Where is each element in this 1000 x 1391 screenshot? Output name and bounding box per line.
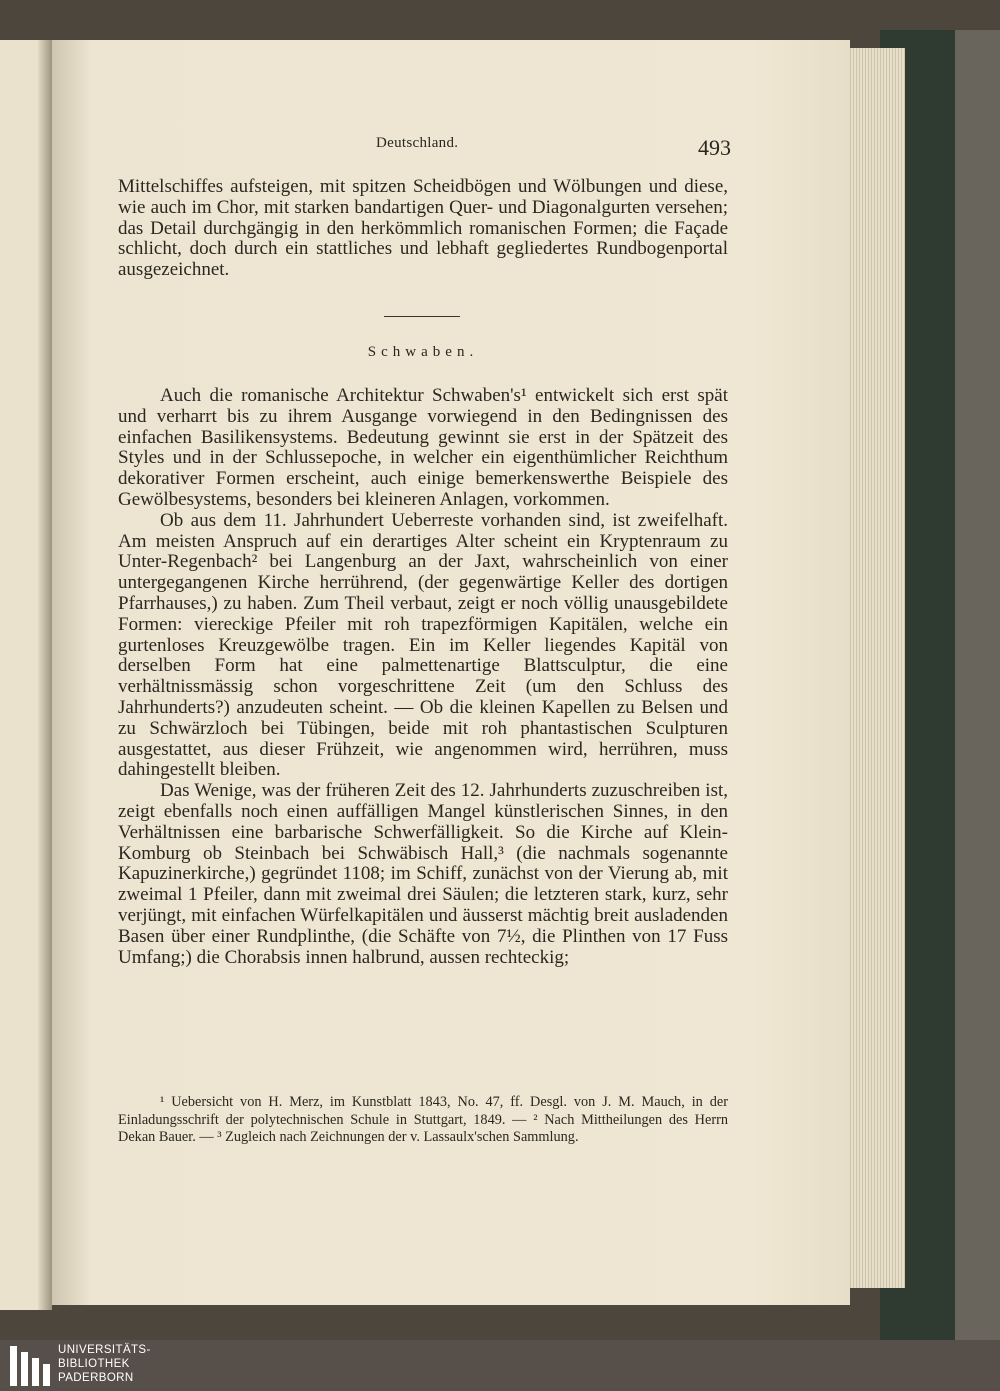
gutter-shadow	[38, 40, 52, 1310]
logo-line: BIBLIOTHEK	[58, 1358, 130, 1370]
logo-line: PADERBORN	[58, 1372, 134, 1384]
paragraph: Das Wenige, was der früheren Zeit des 12. Jahrhunderts zuzuschreiben ist, zeigt ebenfalls noch einen auffälligen Mangel künstlerischen Sinnes, in den Verhältnissen eine barbarische Schwerfälligkeit. So die Kirche auf Klein-Komburg ob Steinbach bei Schwäbisch Hall,³ (die nachmals sogenannte Kapuzinerkirche,) gegründet 1108; im Schiff, zunächst von der Vierung ab, mit zweimal 1 Pfeiler, dann mit zweimal drei Säulen; die letzteren stark, kurz, sehr verjüngt, mit einfachen Würfelkapitälen und äusserst mächtig breit ausladenden Basen über einer Rundplinthe, (die Schäfte von 7½, die Plinthen von 17 Fuss Umfang;) die Chorabsis innen halbrund, aussen rechteckig;	[118, 780, 728, 968]
library-logo-icon	[10, 1346, 50, 1386]
paragraph-continuation	[118, 177, 728, 281]
book-cover-edge	[955, 30, 1000, 1340]
paragraph: Ob aus dem 11. Jahrhundert Ueberreste vorhanden sind, ist zweifelhaft. Am meisten Anspruch auf ein derartiges Alter scheint ein Kryptenraum zu Unter-Regenbach² bei Langenburg an der Jaxt, wahrscheinlich von einer untergegangenen Kirche herrührend, (der gegenwärtige Keller des dortigen Pfarrhauses,) zu haben. Zum Theil verbaut, zeigt er noch völlig unausgebildete Formen: viereckige Pfeiler mit roh trapezförmigen Kapitälen, welche ein gurtenloses Kreuzgewölbe tragen. Ein im Keller liegendes Kapitäl von derselben Form hat eine palmettenartige Blattsculptur, die eine verhältnissmässig schon vorgeschrittene Zeit (um den Schluss des Jahrhunderts?) anzudeuten scheint. — Ob die kleinen Kapellen zu Belsen und zu Schwärzloch bei Tübingen, beide mit roh phantastischen Sculpturen ausgestattet, aus dieser Frühzeit, wie angenommen wird, herrühren, muss dahingestellt bleiben.	[118, 509, 728, 781]
footnote-text: ¹ Uebersicht von H. Merz, im Kunstblatt 1843, No. 47, ff. Desgl. von J. M. Mauch, in der Einladungsschrift der polytechnischen Schule in Stuttgart, 1849. — ² Nach Mittheilungen des Herrn Dekan Bauer. — ³ Zugleich nach Zeichnungen der v. Lassaulx'schen Sammlung.	[118, 1094, 728, 1145]
section-divider	[384, 316, 460, 317]
section-heading: Schwaben.	[367, 344, 479, 360]
logo-line: UNIVERSITÄTS-	[58, 1344, 151, 1356]
page-edges	[845, 48, 905, 1288]
section-body	[118, 386, 728, 968]
paragraph: Mittelschiffes aufsteigen, mit spitzen Scheidbögen und Wölbungen und diese, wie auch im Chor, mit starken bandartigen Quer- und Diagonalgurten versehen; das Detail durchgängig in den herkömmlich romanischen Formen; die Façade schlicht, doch durch ein stattliches und lebhaft gegliedertes Rundbogenportal ausgezeichnet.	[118, 176, 728, 281]
paragraph: Auch die romanische Architektur Schwaben's¹ entwickelt sich erst spät und verharrt bis zu ihrem Ausgange vorwiegend in den Bedingnissen des einfachen Basilikensystems. Bedeutung gewinnt sie erst in der Spätzeit des Styles und in der Schlussepoche, in welcher ein eigenthümlicher Reichthum dekorativer Formen erscheint, auch einige bemerkenswerthe Beispiele des Gewölbesystems, besonders bei kleineren Anlagen, vorkommen.	[118, 385, 728, 510]
running-head: Deutschland.	[376, 135, 459, 151]
page-number: 493	[698, 135, 731, 160]
library-logo-text	[58, 1343, 151, 1385]
footnotes	[118, 1094, 728, 1147]
